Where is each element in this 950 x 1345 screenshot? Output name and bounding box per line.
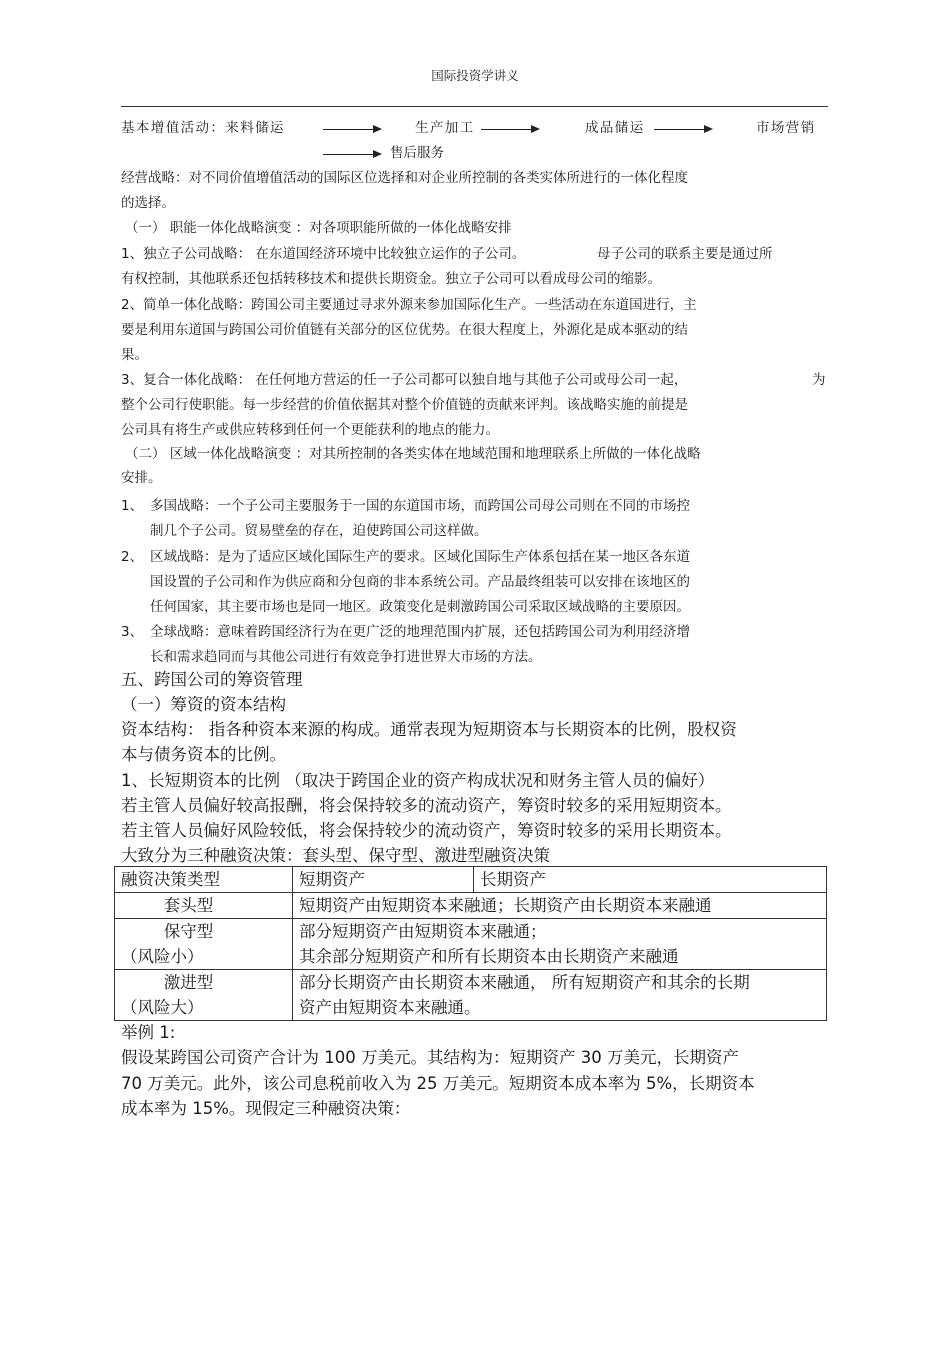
financing-decision-table xyxy=(114,866,827,1021)
regional-item3-number: 3、 xyxy=(121,624,144,640)
table-header-row xyxy=(115,867,827,893)
regional-item3-line1: 全球战略：意味着跨国经济行为在更广泛的地理范围内扩展，还包括跨国公司为利用经济增 xyxy=(150,624,690,640)
row-conservative-risk: （风险小） xyxy=(121,947,204,966)
row-aggressive-desc1: 部分长期资产由长期资本来融通， 所有短期资产和其余的长期 xyxy=(299,973,750,992)
item2-line2: 要是利用东道国与跨国公司价值链有关部分的区位优势。在很大程度上，外源化是成本驱动的结 xyxy=(121,322,688,338)
three-decisions-intro: 大致分为三种融资决策：套头型、保守型、激进型融资决策 xyxy=(121,846,550,865)
part1-heading: （一） 职能一体化战略演变 ：对各项职能所做的一体化战略安排 xyxy=(125,220,512,236)
regional-item2-line3: 任何国家，其主要市场也是同一地区。政策变化是刺激跨国公司采取区域战略的主要原因。 xyxy=(150,599,690,615)
chain-step-aftersales: 售后服务 xyxy=(390,145,444,161)
regional-item1-line2: 制几个子公司。贸易壁垒的存在，迫使跨国公司这样做。 xyxy=(150,523,488,539)
item3-line3: 公司具有将生产或供应转移到任何一个更能获利的地点的能力。 xyxy=(121,422,499,438)
chain-arrow-2 xyxy=(481,129,538,130)
table-header-long-term: 长期资产 xyxy=(474,867,827,893)
table-row xyxy=(115,970,827,1021)
regional-item3-line2: 长和需求趋同而与其他公司进行有效竞争打进世界大市场的方法。 xyxy=(150,649,542,665)
table-row xyxy=(115,893,827,919)
item3-line1: 3、复合一体化战略： 在任何地方营运的任一子公司都可以独自地与其他子公司或母公司一起， xyxy=(121,372,688,388)
chain-label: 基本增值活动：来料储运 xyxy=(121,120,285,136)
item1-line2: 有权控制，其他联系还包括转移技术和提供长期资金。独立子公司可以看成母公司的缩影。 xyxy=(121,271,661,287)
table-row xyxy=(115,919,827,970)
strategy-definition-line2: 的选择。 xyxy=(121,195,175,211)
chain-arrow-3 xyxy=(654,129,711,130)
chain-step-marketing: 市场营销 xyxy=(756,120,816,136)
item1-line1: 1、独立子公司战略： 在东道国经济环境中比较独立运作的子公司。 xyxy=(121,246,526,262)
part2-heading: （二） 区域一体化战略演变 ：对其所控制的各类实体在地域范围和地理联系上所做的一体化战略 xyxy=(125,446,701,462)
row-conservative-desc1: 部分短期资产由短期资本来融通； xyxy=(299,922,547,941)
row-aggressive-desc2: 资产由短期资本来融通。 xyxy=(299,998,481,1017)
item3-line2: 整个公司行使职能。每一步经营的价值依据其对整个价值链的贡献来评判。该战略实施的前提是 xyxy=(121,397,688,413)
chain-step-storage: 成品储运 xyxy=(585,120,645,136)
row-aggressive-risk: （风险大） xyxy=(121,998,204,1017)
row-conservative-type: 保守型 xyxy=(163,922,214,941)
capital-structure-def-line1: 资本结构： 指各种资本来源的构成。通常表现为短期资本与长期资本的比例，股权资 xyxy=(121,720,737,739)
row-hedging-type: 套头型 xyxy=(163,896,214,915)
item3-line1-cont: 为 xyxy=(812,372,826,388)
example-line2: 70 万美元。此外，该公司息税前收入为 25 万美元。短期资本成本率为 5%，长期资本 xyxy=(121,1074,755,1093)
regional-item1-line1: 多国战略：一个子公司主要服务于一国的东道国市场，而跨国公司母公司则在不同的市场控 xyxy=(150,498,690,514)
regional-item2-line1: 区域战略：是为了适应区域化国际生产的要求。区域化国际生产体系包括在某一地区各东道 xyxy=(150,549,690,565)
ratio-heading: 1、长短期资本的比例 （取决于跨国企业的资产构成状况和财务主管人员的偏好） xyxy=(121,771,715,790)
chain-step-production: 生产加工 xyxy=(415,120,475,136)
section-five-title: 五、跨国公司的筹资管理 xyxy=(121,670,303,689)
section-five-subtitle: （一）筹资的资本结构 xyxy=(121,695,286,714)
row-aggressive-type: 激进型 xyxy=(163,973,214,992)
example-title: 举例 1: xyxy=(121,1023,176,1042)
header-divider xyxy=(121,106,828,107)
preference-low-risk: 若主管人员偏好风险较低，将会保持较少的流动资产，筹资时较多的采用长期资本。 xyxy=(121,821,732,840)
item2-line3: 果。 xyxy=(121,347,148,363)
row-hedging-desc: 短期资产由短期资本来融通；长期资产由长期资本来融通 xyxy=(293,893,827,919)
page-header-title: 国际投资学讲义 xyxy=(431,68,519,83)
table-header-short-term: 短期资产 xyxy=(293,867,474,893)
strategy-definition-line1: 经营战略：对不同价值增值活动的国际区位选择和对企业所控制的各类实体所进行的一体化程度 xyxy=(121,170,688,186)
example-line1: 假设某跨国公司资产合计为 100 万美元。其结构为：短期资产 30 万美元，长期资产 xyxy=(121,1048,739,1067)
regional-item1-number: 1、 xyxy=(121,498,144,514)
preference-high-return: 若主管人员偏好较高报酬，将会保持较多的流动资产，筹资时较多的采用短期资本。 xyxy=(121,796,732,815)
table-header-type: 融资决策类型 xyxy=(115,867,293,893)
regional-item2-line2: 国设置的子公司和作为供应商和分包商的非本系统公司。产品最终组装可以安排在该地区的 xyxy=(150,574,690,590)
example-line3: 成本率为 15%。现假定三种融资决策： xyxy=(121,1099,411,1118)
chain-arrow-4 xyxy=(323,154,380,155)
part2-heading-cont: 安排。 xyxy=(121,470,162,486)
capital-structure-def-line2: 本与债务资本的比例。 xyxy=(121,745,286,764)
regional-item2-number: 2、 xyxy=(121,549,144,565)
chain-arrow-1 xyxy=(323,129,380,130)
row-conservative-desc2: 其余部分短期资产和所有长期资本由长期资产来融通 xyxy=(299,947,679,966)
item1-line1-cont: 母子公司的联系主要是通过所 xyxy=(597,246,773,262)
item2-line1: 2、简单一体化战略：跨国公司主要通过寻求外源来参加国际化生产。一些活动在东道国进行，主 xyxy=(121,297,697,313)
